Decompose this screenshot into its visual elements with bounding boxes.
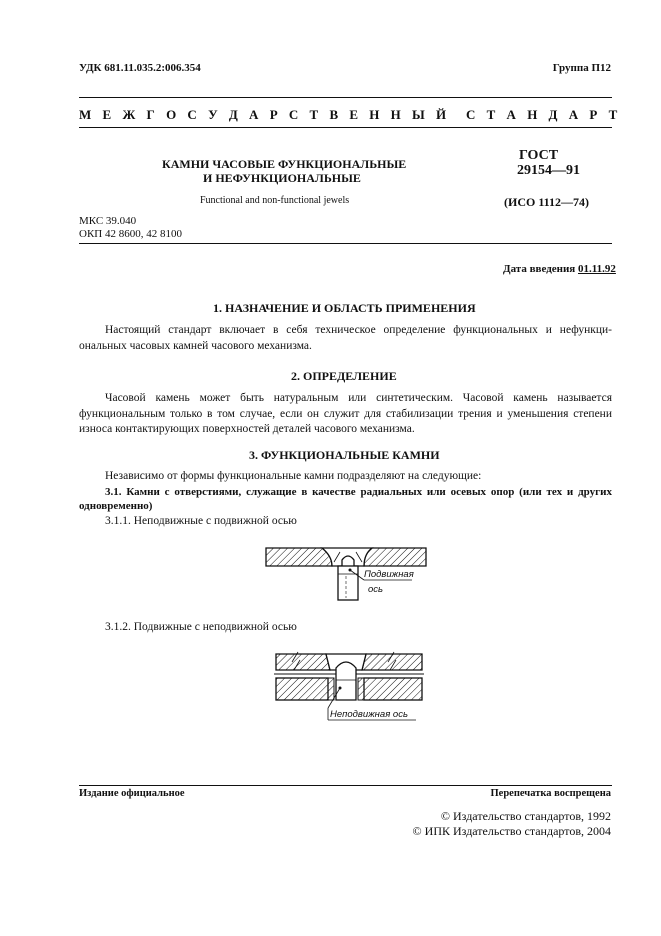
clause-3-1: 3.1. Камни с отверстиями, служащие в качестве радиальных или осевых опор (или тех и других одновременно) bbox=[79, 486, 612, 512]
copyright-1992: © Издательство стандартов, 1992 bbox=[440, 809, 611, 823]
section2-title: 2. ОПРЕДЕЛЕНИЕ bbox=[291, 369, 397, 383]
group-code: Группа П12 bbox=[552, 62, 611, 74]
section3-intro: Независимо от формы функциональные камни подразделяют на следующие: bbox=[105, 470, 482, 482]
clause-3-1-2: 3.1.2. Подвижные с неподвижной осью bbox=[105, 621, 297, 633]
section1-text: Настоящий стандарт включает в себя техническое определение функциональных и нефункци- ональных часовых камней часового механизма. bbox=[79, 324, 612, 352]
footer-reprint: Перепечатка воспрещена bbox=[490, 788, 611, 799]
footer-official: Издание официальное bbox=[79, 788, 185, 799]
effective-date bbox=[503, 263, 616, 275]
figure1-label-line2: ось bbox=[368, 584, 384, 595]
figure-moving-jewel-fixed-axle bbox=[270, 650, 430, 722]
figure2-label: Неподвижная ось bbox=[330, 709, 408, 720]
section1-title: 1. НАЗНАЧЕНИЕ И ОБЛАСТЬ ПРИМЕНЕНИЯ bbox=[213, 301, 476, 315]
title-rule bbox=[79, 243, 612, 244]
title-line1: КАМНИ ЧАСОВЫЕ ФУНКЦИОНАЛЬНЫЕ bbox=[162, 157, 407, 171]
gost-number: 29154—91 bbox=[517, 163, 580, 178]
mks-code: МКС 39.040 bbox=[79, 215, 137, 227]
udk-code: УДК 681.11.035.2:006.354 bbox=[79, 62, 201, 74]
okp-code: ОКП 42 8600, 42 8100 bbox=[79, 228, 182, 240]
top-rule bbox=[79, 97, 612, 98]
title-english: Functional and non-functional jewels bbox=[200, 195, 350, 206]
figure-fixed-jewel-moving-axle bbox=[260, 540, 430, 602]
iso-reference: (ИСО 1112—74) bbox=[504, 195, 590, 209]
gost-label: ГОСТ bbox=[519, 148, 559, 163]
clause-3-1-1: 3.1.1. Неподвижные с подвижной осью bbox=[105, 515, 297, 527]
section2-text: Часовой камень может быть натуральным или синтетическим. Часовой камень называется функциональным только в том случае, если он служит для стабилизации трения и уменьшения степени износа контактирующих поверхностей деталей часового механизма. bbox=[79, 392, 612, 435]
section3-title: 3. ФУНКЦИОНАЛЬНЫЕ КАМНИ bbox=[249, 448, 440, 462]
effective-date-value: 01.11.92 bbox=[578, 263, 616, 275]
title-line2: И НЕФУНКЦИОНАЛЬНЫЕ bbox=[203, 171, 361, 185]
banner-standard: С Т А Н Д А Р Т bbox=[466, 107, 622, 122]
banner-interstate: М Е Ж Г О С У Д А Р С Т В Е Н Н Ы Й bbox=[79, 107, 451, 122]
banner-rule bbox=[79, 127, 612, 128]
effective-date-label: Дата введения bbox=[503, 263, 576, 275]
figure1-label-line1: Подвижная bbox=[364, 569, 414, 580]
copyright-2004: © ИПК Издательство стандартов, 2004 bbox=[412, 824, 611, 838]
footer-rule bbox=[79, 785, 612, 786]
